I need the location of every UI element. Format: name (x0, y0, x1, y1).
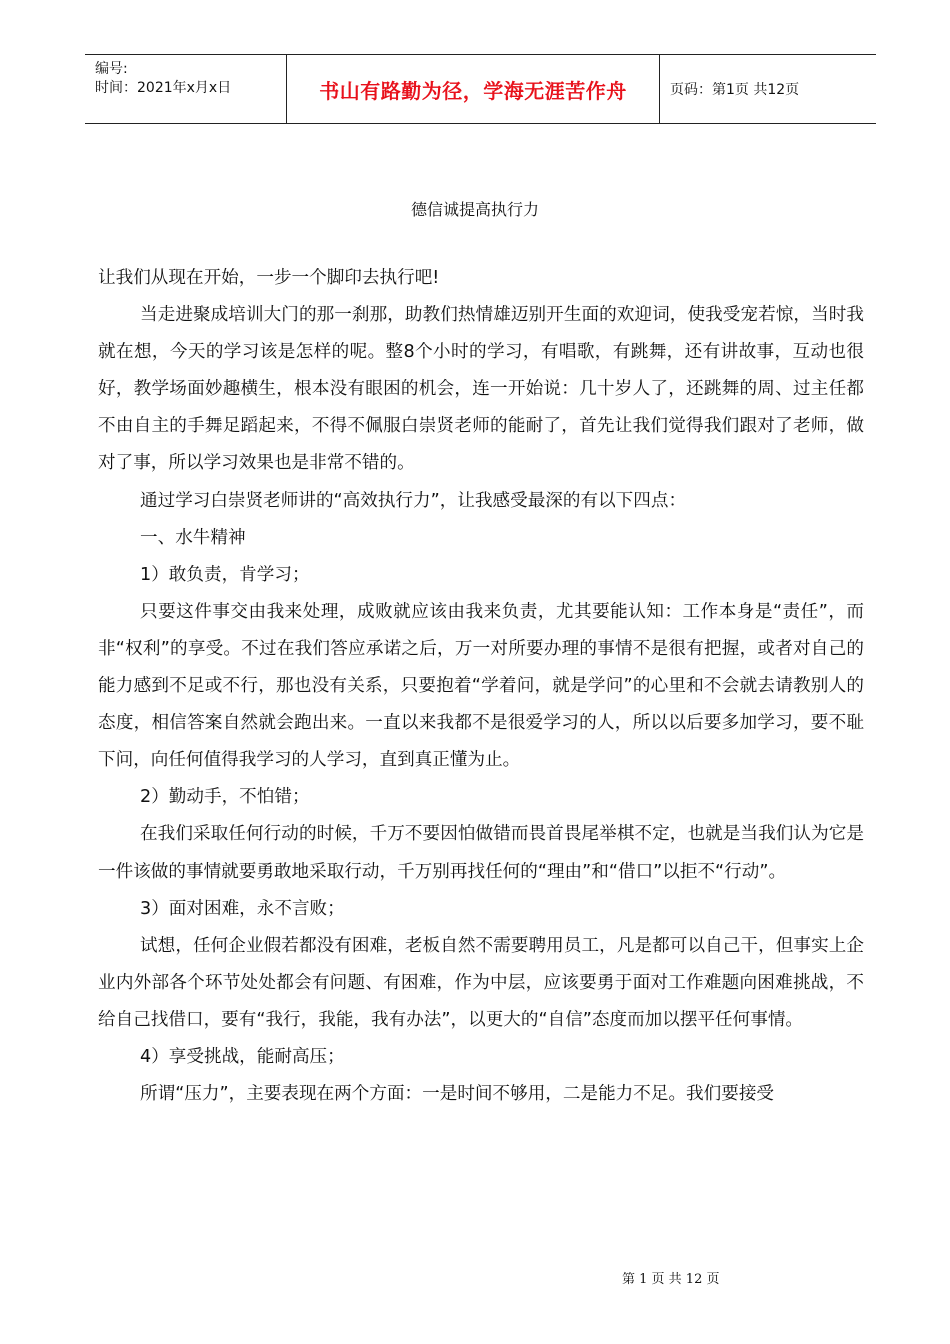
paragraph: 当走进聚成培训大门的那一刹那，助教们热情雄迈别开生面的欢迎词，使我受宠若惊，当时我就在想，今天的学习该是怎样的呢。整8个小时的学习，有唱歌，有跳舞，还有讲故事，互动也很好，教学场面妙趣横生，根本没有眼困的机会，连一开始说：几十岁人了，还跳舞的周、过主任都不由自主的手舞足蹈起来，不得不佩服白崇贤老师的能耐了，首先让我们觉得我们跟对了老师，做对了事，所以学习效果也是非常不错的。 (98, 305, 864, 474)
time-label: 时间：2021年x月x日 (95, 80, 232, 96)
paragraph: 只要这件事交由我来处理，成败就应该由我来负责，尤其要能认知：工作本身是“责任”，而非“权利”的享受。不过在我们答应承诺之后，万一对所要办理的事情不是很有把握，或者对自己的能力感到不足或不行，那也没有关系，只要抱着“学着问，就是学问”的心里和不会就去请教别人的态度，相信答案自然就会跑出来。一直以来我都不是很爱学习的人，所以以后要多加学习，要不耻下问，向任何值得我学习的人学习，直到真正懂为止。 (98, 601, 864, 771)
paragraph: 试想，任何企业假若都没有困难，老板自然不需要聘用员工，凡是都可以自己干，但事实上企业内外部各个环节处处都会有问题、有困难，作为中层，应该要勇于面对工作难题向困难挑战，不给自己找借口，要有“我行，我能，我有办法”，以更大的“自信”态度而加以摆平任何事情。 (98, 935, 864, 1030)
serial-label: 编号: (95, 61, 128, 77)
header-page-info: 页码：第1页 共12页 (670, 82, 800, 98)
paragraph: 让我们从现在开始，一步一个脚印去执行吧! (98, 268, 440, 288)
paragraph: 通过学习白崇贤老师讲的“高效执行力”，让我感受最深的有以下四点： (140, 490, 687, 511)
document-body (98, 260, 864, 1113)
subheading: 2）勤动手，不怕错； (140, 787, 310, 808)
header-divider (659, 55, 660, 123)
document-title: 德信诚提高执行力 (410, 200, 539, 219)
section-heading: 一、水牛精神 (140, 527, 246, 548)
page-footer: 第 1 页 共 12 页 (622, 1272, 720, 1287)
subheading: 3）面对困难，永不言败； (140, 898, 345, 919)
paragraph: 在我们采取任何行动的时候，千万不要因怕做错而畏首畏尾举棋不定，也就是当我们认为它是一件该做的事情就要勇敢地采取行动，千万别再找任何的“理由”和“借口”以拒不“行动”。 (98, 824, 864, 882)
paragraph: 所谓“压力”，主要表现在两个方面：一是时间不够用，二是能力不足。我们要接受 (140, 1084, 775, 1105)
document-header (85, 54, 876, 124)
header-meta (95, 60, 231, 98)
header-motto: 书山有路勤为径，学海无涯苦作舟 (319, 78, 627, 103)
subheading: 1）敢负责，肯学习； (140, 564, 310, 585)
subheading: 4）享受挑战，能耐高压； (140, 1046, 345, 1067)
